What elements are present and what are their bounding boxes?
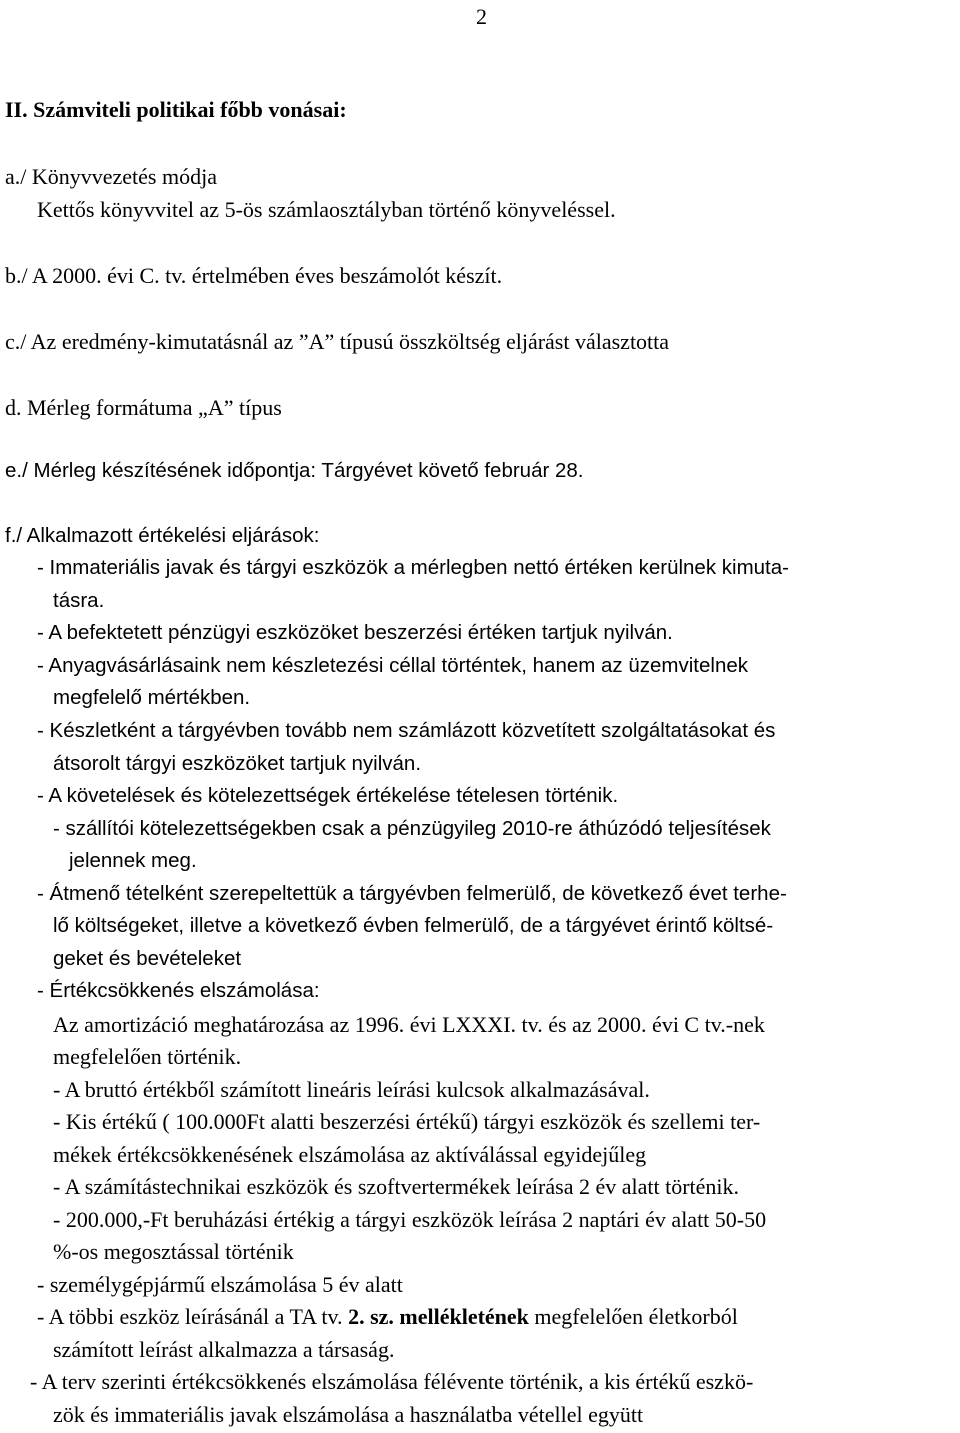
text-line: Kettős könyvvitel az 5-ös számlaosztályban történő könyveléssel. [37, 197, 616, 222]
text-line: - Anyagvásárlásaink nem készletezési céllal történtek, hanem az üzemvitelnek [37, 654, 749, 677]
bold-segment: mellékletének [399, 1304, 529, 1329]
page-number: 2 [476, 4, 487, 29]
text-line: - Immateriális javak és tárgyi eszközök a mérlegben nettó értéken kerülnek kimuta- [37, 556, 789, 579]
text-line: - Kis értékű ( 100.000Ft alatti beszerzési értékű) tárgyi eszközök és szellemi ter- [53, 1109, 761, 1134]
text-line: - 200.000,-Ft beruházási értékig a tárgyi eszközök leírása 2 naptári év alatt 50-50 [53, 1207, 767, 1232]
text-line: megfelelő mértékben. [53, 686, 251, 709]
text-line: átsorolt tárgyi eszközöket tartjuk nyilván. [53, 752, 422, 775]
text-line: zök és immateriális javak elszámolása a használatba vétellel együtt [53, 1402, 644, 1427]
text-line: f./ Alkalmazott értékelési eljárások: [5, 524, 320, 547]
text-line: - A bruttó értékből számított lineáris leírási kulcsok alkalmazásával. [53, 1077, 650, 1102]
text-line: - Értékcsökkenés elszámolása: [37, 979, 320, 1002]
text-line: d. Mérleg formátuma „A” típus [5, 395, 282, 420]
text-line: c./ Az eredmény-kimutatásnál az ”A” típusú összköltség eljárást választotta [5, 329, 670, 354]
text-line: e./ Mérleg készítésének időpontja: Tárgyévet követő február 28. [5, 459, 584, 482]
text-line: - Készletként a tárgyévben tovább nem számlázott közvetített szolgáltatásokat és [37, 719, 776, 742]
text-line: - A terv szerinti értékcsökkenés elszámolása félévente történik, a kis értékű eszkö- [30, 1369, 754, 1394]
text-line: - személygépjármű elszámolása 5 év alatt [37, 1272, 403, 1297]
text-line: lő költségeket, illetve a következő évben felmerülő, de a tárgyévet érintő költsé- [53, 914, 774, 937]
text-line: jelennek meg. [69, 849, 197, 872]
text-line: megfelelően történik. [53, 1044, 242, 1069]
text-line: Az amortizáció meghatározása az 1996. évi LXXXI. tv. és az 2000. évi C tv.-nek [53, 1012, 765, 1037]
text-line: b./ A 2000. évi C. tv. értelmében éves beszámolót készít. [5, 263, 503, 288]
text-segment: megfelelően életkorból [528, 1304, 738, 1329]
section-title: II. Számviteli politikai főbb vonásai: [5, 97, 347, 122]
text-line: számított leírást alkalmazza a társaság. [53, 1337, 395, 1362]
text-line: tásra. [53, 589, 105, 612]
text-line: - A befektetett pénzügyi eszközöket beszerzési értéken tartjuk nyilván. [37, 621, 673, 644]
text-line: %-os megosztással történik [53, 1239, 294, 1264]
text-line-mixed [37, 1306, 738, 1328]
text-line: mékek értékcsökkenésének elszámolása az aktíválással egyidejűleg [53, 1142, 647, 1167]
text-segment: - A többi eszköz leírásánál a TA tv. [37, 1304, 349, 1329]
text-line: a./ Könyvvezetés módja [5, 164, 217, 189]
text-line: - A követelések és kötelezettségek értékelése tételesen történik. [37, 784, 619, 807]
text-line: - A számítástechnikai eszközök és szoftvertermékek leírása 2 év alatt történik. [53, 1174, 740, 1199]
bold-segment: 2. sz. [348, 1304, 394, 1329]
text-line: - Átmenő tételként szerepeltettük a tárgyévben felmerülő, de következő évet terhe- [37, 882, 787, 905]
text-line: - szállítói kötelezettségekben csak a pénzügyileg 2010-re áthúzódó teljesítések [53, 817, 771, 840]
text-line: geket és bevételeket [53, 947, 242, 970]
